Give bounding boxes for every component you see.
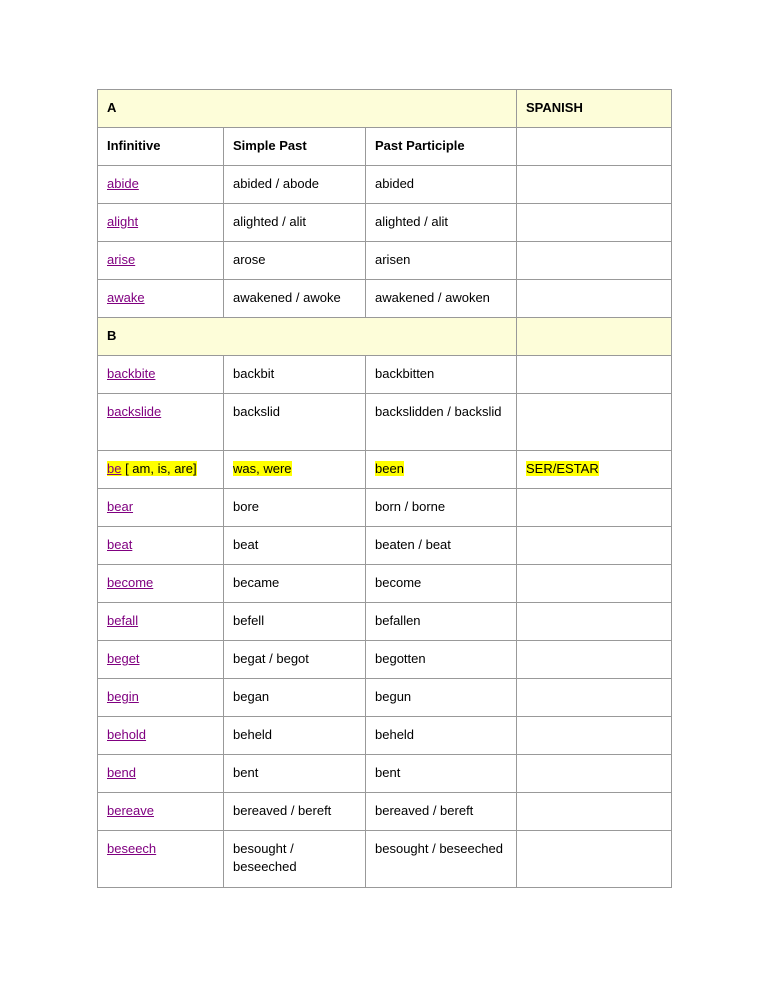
spanish-cell [517, 394, 672, 451]
spanish-cell [517, 527, 672, 565]
simple-past-cell: awakened / awoke [224, 280, 366, 318]
spanish-column-header: SPANISH [517, 90, 672, 128]
past-participle-cell: alighted / alit [366, 204, 517, 242]
verb-row [98, 793, 672, 831]
verb-link[interactable]: bear [107, 499, 134, 514]
be-present-forms: [ am, is, are] [121, 461, 197, 476]
simple-past-cell: bore [224, 489, 366, 527]
spanish-cell [517, 489, 672, 527]
infinitive-column-header: Infinitive [98, 128, 224, 166]
simple-past-cell: bereaved / bereft [224, 793, 366, 831]
verb-row [98, 565, 672, 603]
spanish-column-empty [517, 318, 672, 356]
simple-past-cell: begat / begot [224, 641, 366, 679]
spanish-cell [517, 565, 672, 603]
verb-link[interactable]: beat [107, 537, 133, 552]
spanish-cell [517, 641, 672, 679]
past-participle-cell: backbitten [366, 356, 517, 394]
spanish-cell [517, 603, 672, 641]
past-participle-cell: born / borne [366, 489, 517, 527]
verb-link[interactable]: backslide [107, 404, 162, 419]
spanish-column-empty [517, 128, 672, 166]
simple-past-cell: abided / abode [224, 166, 366, 204]
spanish-cell [517, 242, 672, 280]
past-participle-cell: besought / beseeched [366, 831, 517, 888]
verb-link[interactable]: abide [107, 176, 139, 191]
past-participle-cell: begotten [366, 641, 517, 679]
verb-row [98, 717, 672, 755]
simple-past-cell: besought / beseeched [224, 831, 366, 888]
verb-row [98, 755, 672, 793]
past-participle-cell: beaten / beat [366, 527, 517, 565]
simple-past-cell: backslid [224, 394, 366, 451]
spanish-cell [517, 831, 672, 888]
spanish-cell [517, 679, 672, 717]
verb-link[interactable]: behold [107, 727, 147, 742]
verb-link[interactable]: beseech [107, 841, 157, 856]
verb-row-be [98, 451, 672, 489]
past-participle-cell: begun [366, 679, 517, 717]
verb-link[interactable]: beget [107, 651, 140, 666]
spanish-cell [517, 793, 672, 831]
simple-past-cell: bent [224, 755, 366, 793]
simple-past-cell: was, were [233, 461, 292, 476]
verb-link[interactable]: begin [107, 689, 139, 704]
verb-link[interactable]: befall [107, 613, 139, 628]
verb-link[interactable]: bend [107, 765, 136, 780]
spanish-cell [517, 166, 672, 204]
past-participle-cell: bereaved / bereft [366, 793, 517, 831]
verb-link[interactable]: bereave [107, 803, 154, 818]
spanish-cell [517, 204, 672, 242]
verb-row [98, 679, 672, 717]
simple-past-column-header: Simple Past [224, 128, 366, 166]
column-header-row [98, 128, 672, 166]
simple-past-cell: alighted / alit [224, 204, 366, 242]
verb-link-be[interactable]: be [107, 461, 122, 476]
section-letter-a: A [98, 90, 517, 128]
verb-row [98, 603, 672, 641]
verb-row [98, 394, 672, 451]
past-participle-cell: awakened / awoken [366, 280, 517, 318]
irregular-verbs-table [97, 89, 672, 888]
past-participle-cell: been [375, 461, 404, 476]
section-a-header-row [98, 90, 672, 128]
verb-link[interactable]: become [107, 575, 154, 590]
past-participle-cell: befallen [366, 603, 517, 641]
verb-row [98, 831, 672, 888]
verb-link[interactable]: alight [107, 214, 139, 229]
simple-past-cell: befell [224, 603, 366, 641]
past-participle-cell: arisen [366, 242, 517, 280]
simple-past-cell: became [224, 565, 366, 603]
past-participle-cell: backslidden / backslid [366, 394, 517, 451]
verb-link[interactable]: backbite [107, 366, 156, 381]
spanish-cell [517, 717, 672, 755]
verb-row [98, 356, 672, 394]
section-b-header-row [98, 318, 672, 356]
simple-past-cell: arose [224, 242, 366, 280]
verb-row [98, 166, 672, 204]
past-participle-column-header: Past Participle [366, 128, 517, 166]
verb-row [98, 527, 672, 565]
simple-past-cell: began [224, 679, 366, 717]
verb-row [98, 641, 672, 679]
simple-past-cell: beheld [224, 717, 366, 755]
verb-row [98, 489, 672, 527]
past-participle-cell: become [366, 565, 517, 603]
verb-link[interactable]: awake [107, 290, 145, 305]
verb-row [98, 204, 672, 242]
spanish-cell [517, 280, 672, 318]
simple-past-cell: beat [224, 527, 366, 565]
past-participle-cell: bent [366, 755, 517, 793]
verb-row [98, 280, 672, 318]
simple-past-cell: backbit [224, 356, 366, 394]
past-participle-cell: abided [366, 166, 517, 204]
spanish-translation: SER/ESTAR [526, 461, 599, 476]
verb-link[interactable]: arise [107, 252, 136, 267]
spanish-cell [517, 755, 672, 793]
section-letter-b: B [98, 318, 517, 356]
past-participle-cell: beheld [366, 717, 517, 755]
verb-row [98, 242, 672, 280]
spanish-cell [517, 356, 672, 394]
